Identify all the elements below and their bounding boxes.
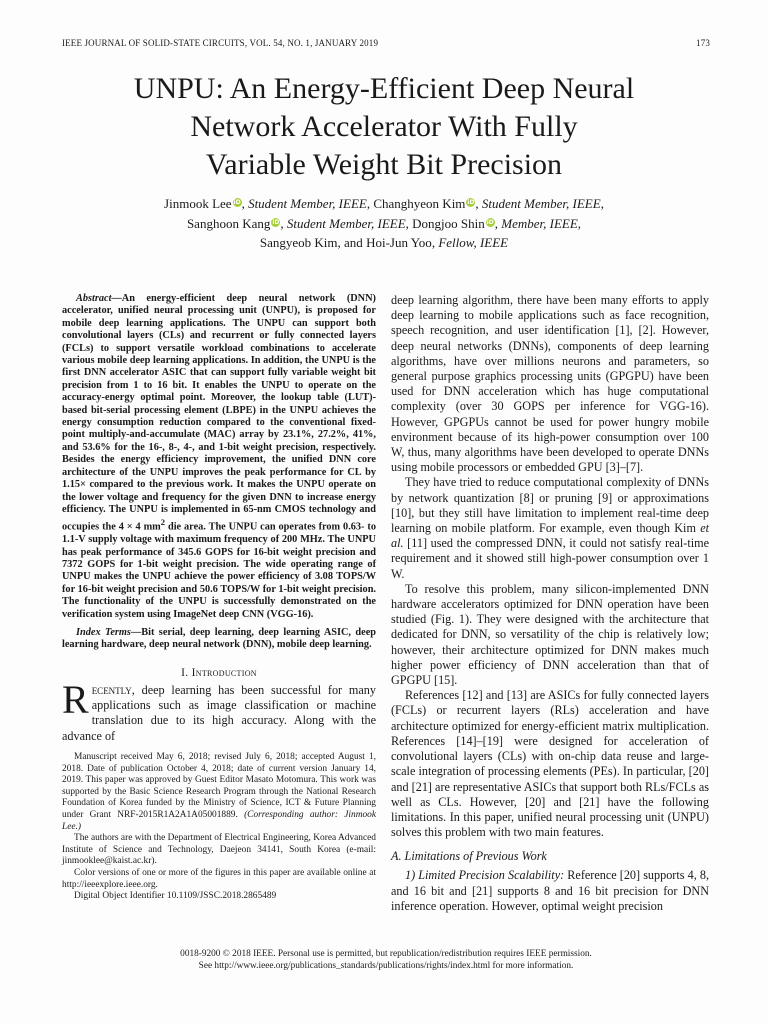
footnote-doi: Digital Object Identifier 10.1109/JSSC.2018.2865489 <box>74 891 277 902</box>
author-name: Changhyeon Kim <box>373 196 466 211</box>
footnote-affiliation: The authors are with the Department of Electrical Engineering, Korea Advanced Institute of Science and Technology, Daejeon 34141, South Korea (e-mail: jinmooklee@kaist.ac.kr). <box>62 833 376 867</box>
authors-connector: , and <box>337 235 367 250</box>
footnotes <box>62 752 376 903</box>
et-al: et al. <box>391 521 709 551</box>
orcid-icon[interactable]: iD <box>467 199 475 206</box>
section-heading-introduction <box>62 666 376 680</box>
copyright-notice <box>62 948 710 972</box>
journal-citation: IEEE JOURNAL OF SOLID-STATE CIRCUITS, VOL. 54, NO. 1, JANUARY 2019 <box>62 38 379 48</box>
intro-text: , deep learning has been successful for many applications such as image classification or machine translation due to its high accuracy. Along with the advance of <box>62 682 376 743</box>
body-paragraph: References [12] and [13] are ASICs for fully connected layers (FCLs) or recurrent layers (RLs) acceleration and have architecture optimized for energy-efficient matrix multiplication. References [14]–[19] were designed for acceleration of convolutional layers (CLs) with on-chip data reuse and large-scale integration of processing elements (PEs). In particular, [20] and [21] are representative ASICs that support both RLs/FCLs as well as CLs. However, [20] and [21] have the following limitations. In this paper, unified neural processing unit (UNPU) solves this problem with two main features. <box>391 688 709 840</box>
footnote-received: Manuscript received May 6, 2018; revised July 6, 2018; accepted August 1, 2018. Date of publication October 4, 2018; date of current version January 14, 2019. This paper was approved by Guest Editor Masato Motomura. This work was supported by the Basic Science Research Program through the National Research Foundation of Korea funded by the Ministry of Science, ICT & Future Planning under Grant NRF-2015R1A2A1A05001889. (Corresponding author: Jinmook Lee.) <box>62 751 377 832</box>
intro-small-caps: ecently <box>91 682 132 697</box>
author-name: Hoi-Jun Yoo <box>366 235 432 250</box>
abstract-label: Abstract <box>76 293 112 304</box>
author-line-2: Sanghoon Kang iD, Student Member, IEEE, Dongjoo Shin iD, Member, IEEE, <box>186 215 582 231</box>
author-role: Fellow, IEEE <box>438 235 509 250</box>
subsection-heading: A. Limitations of Previous Work <box>391 849 547 864</box>
drop-cap: R <box>62 676 89 722</box>
orcid-icon[interactable]: iD <box>486 218 494 226</box>
page-number: 173 <box>696 38 710 48</box>
body-paragraph: To resolve this problem, many silicon-implemented DNN hardware accelerators optimized for DNN operation have been studied (Fig. 1). They were designed with the architecture that dedicated for DNN, so versatility of the chip is relatively low; however, their architecture optimized for DNN makes much higher power efficiency of DNN acceleration than that of GPGPU [15]. <box>391 581 709 688</box>
author-role: Student Member, IEEE <box>286 215 406 231</box>
orcid-icon[interactable]: iD <box>272 218 280 226</box>
author-list <box>62 194 706 253</box>
body-paragraph: 1) Limited Precision Scalability: Reference [20] supports 4, 8, and 16 bit and [21] supports 8 and 16 bit precision for DNN inference operation. However, optimal weight precision <box>391 868 709 913</box>
paragraph-heading: 1) Limited Precision Scalability: <box>405 868 565 883</box>
index-terms <box>62 627 376 652</box>
index-terms-text: —Bit serial, deep learning, deep learning ASIC, deep learning hardware, deep neural network (DNN), mobile deep learning. <box>62 626 376 651</box>
body-paragraph: deep learning algorithm, there have been many efforts to apply deep learning to mobile applications such as face recognition, speech recognition, and user identification [1], [2]. However, deep neural networks (DNNs), components of deep learning algorithms, have over millions neurons and parameters, so general purpose graphics processing units (GPGPU) have been used for DNN acceleration which has huge computational complexity (over 30 GOPS per inference for VGG-16). However, GPGPUs cannot be used for power hungry mobile environment because of its high-power consumption over 100 W, thus, many algorithms have been developed to operate DNNs using mobile processors or embedded GPU [3]–[7]. <box>391 293 709 475</box>
author-role: Student Member, IEEE <box>481 196 601 211</box>
author-name: Sangyeob Kim <box>259 235 338 250</box>
paper-title <box>62 70 706 184</box>
author-name: Sanghoon Kang <box>186 215 271 231</box>
introduction-paragraph <box>62 676 376 744</box>
author-name: Dongjoo Shin <box>412 215 485 231</box>
left-column <box>62 293 376 903</box>
abstract-superscript: 2 <box>160 517 166 528</box>
author-line-1: Jinmook Lee iD, Student Member, IEEE, Changhyeon Kim iD, Student Member, IEEE, <box>164 196 604 211</box>
author-role: Student Member, IEEE <box>248 196 367 211</box>
copyright-line-1: 0018-9200 © 2018 IEEE. Personal use is permitted, but republication/redistribution requires IEEE permission. <box>180 949 592 959</box>
right-column <box>391 293 709 914</box>
section-number: I. <box>181 666 192 679</box>
index-terms-label: Index Terms <box>76 626 131 638</box>
title-line-1: UNPU: An Energy-Efficient Deep Neural <box>133 72 635 105</box>
footnote-corresponding: (Corresponding author: Jinmook Lee.) <box>62 809 377 832</box>
author-role: Member, IEEE <box>501 215 578 231</box>
abstract <box>62 293 376 621</box>
footnote-color: Color versions of one or more of the figures in this paper are available online at http://ieeexplore.ieee.org. <box>62 867 376 890</box>
title-line-2: Network Accelerator With Fully <box>190 110 578 143</box>
copyright-line-2: See http://www.ieee.org/publications_standards/publications/rights/index.html for more information. <box>198 961 574 971</box>
author-name: Jinmook Lee <box>164 196 232 211</box>
section-title: Introduction <box>191 666 257 679</box>
abstract-text-b: die area. The UNPU can operates from 0.63- to 1.1-V supply voltage with maximum frequency of 200 MHz. The UNPU has peak performance of 345.6 GOPS for 16-bit weight precision and 7372 GOPS for 1-bit weight precision. The wide operating range of UNPU makes the UNPU achieve the power efficiency of 3.08 TOPS/W for 16-bit weight precision and 50.6 TOPS/W for 1-bit weight precision. The functionality of the UNPU is successfully demonstrated on the verification system using ImageNet deep CNN (VGG-16). <box>62 521 376 620</box>
title-line-3: Variable Weight Bit Precision <box>205 148 563 181</box>
body-paragraph: They have tried to reduce computational complexity of DNNs by network quantization [8] or pruning [9] or approximations [10], but they still have limitation to implement real-time deep learning on mobile platform. For example, even though Kim et al. [11] used the compressed DNN, it could not satisfy real-time requirement and it showed still high-power consumption over 1 W. <box>391 475 709 581</box>
abstract-text-a: —An energy-efficient deep neural network (DNN) accelerator, unified neural processing unit (UNPU), is proposed for mobile deep learning applications. The UNPU can support both convolutional layers (CLs) and recurrent or fully connected layers (FCLs) to support versatile workload combinations to accelerate various mobile deep learning applications. In addition, the UNPU is the first DNN accelerator ASIC that can support fully variable weight bit precision from 1 to 16 bit. It enables the UNPU to operate on the accuracy-energy optimal point. Moreover, the lookup table (LUT)-based bit-serial processing element (LBPE) in the UNPU achieves the energy consumption reduction compared to the conventional fixed-point multiply-and-accumulate (MAC) array by 23.1%, 27.2%, 41%, and 53.6% for the 16-, 8-, 4-, and 1-bit weight precision, respectively. Besides the energy efficiency improvement, the unified DNN core architecture of the UNPU improves the peak performance for CL by 1.15× compared to the previous work. It makes the UNPU operate on the lower voltage and frequency for the given DNN to increase energy efficiency. The UNPU is implemented in 65-nm CMOS technology and occupies the 4 × 4 mm <box>62 293 376 533</box>
orcid-icon[interactable]: iD <box>233 199 241 206</box>
author-line-3: Sangyeob Kim, and Hoi-Jun Yoo, Fellow, IEEE <box>259 235 509 250</box>
